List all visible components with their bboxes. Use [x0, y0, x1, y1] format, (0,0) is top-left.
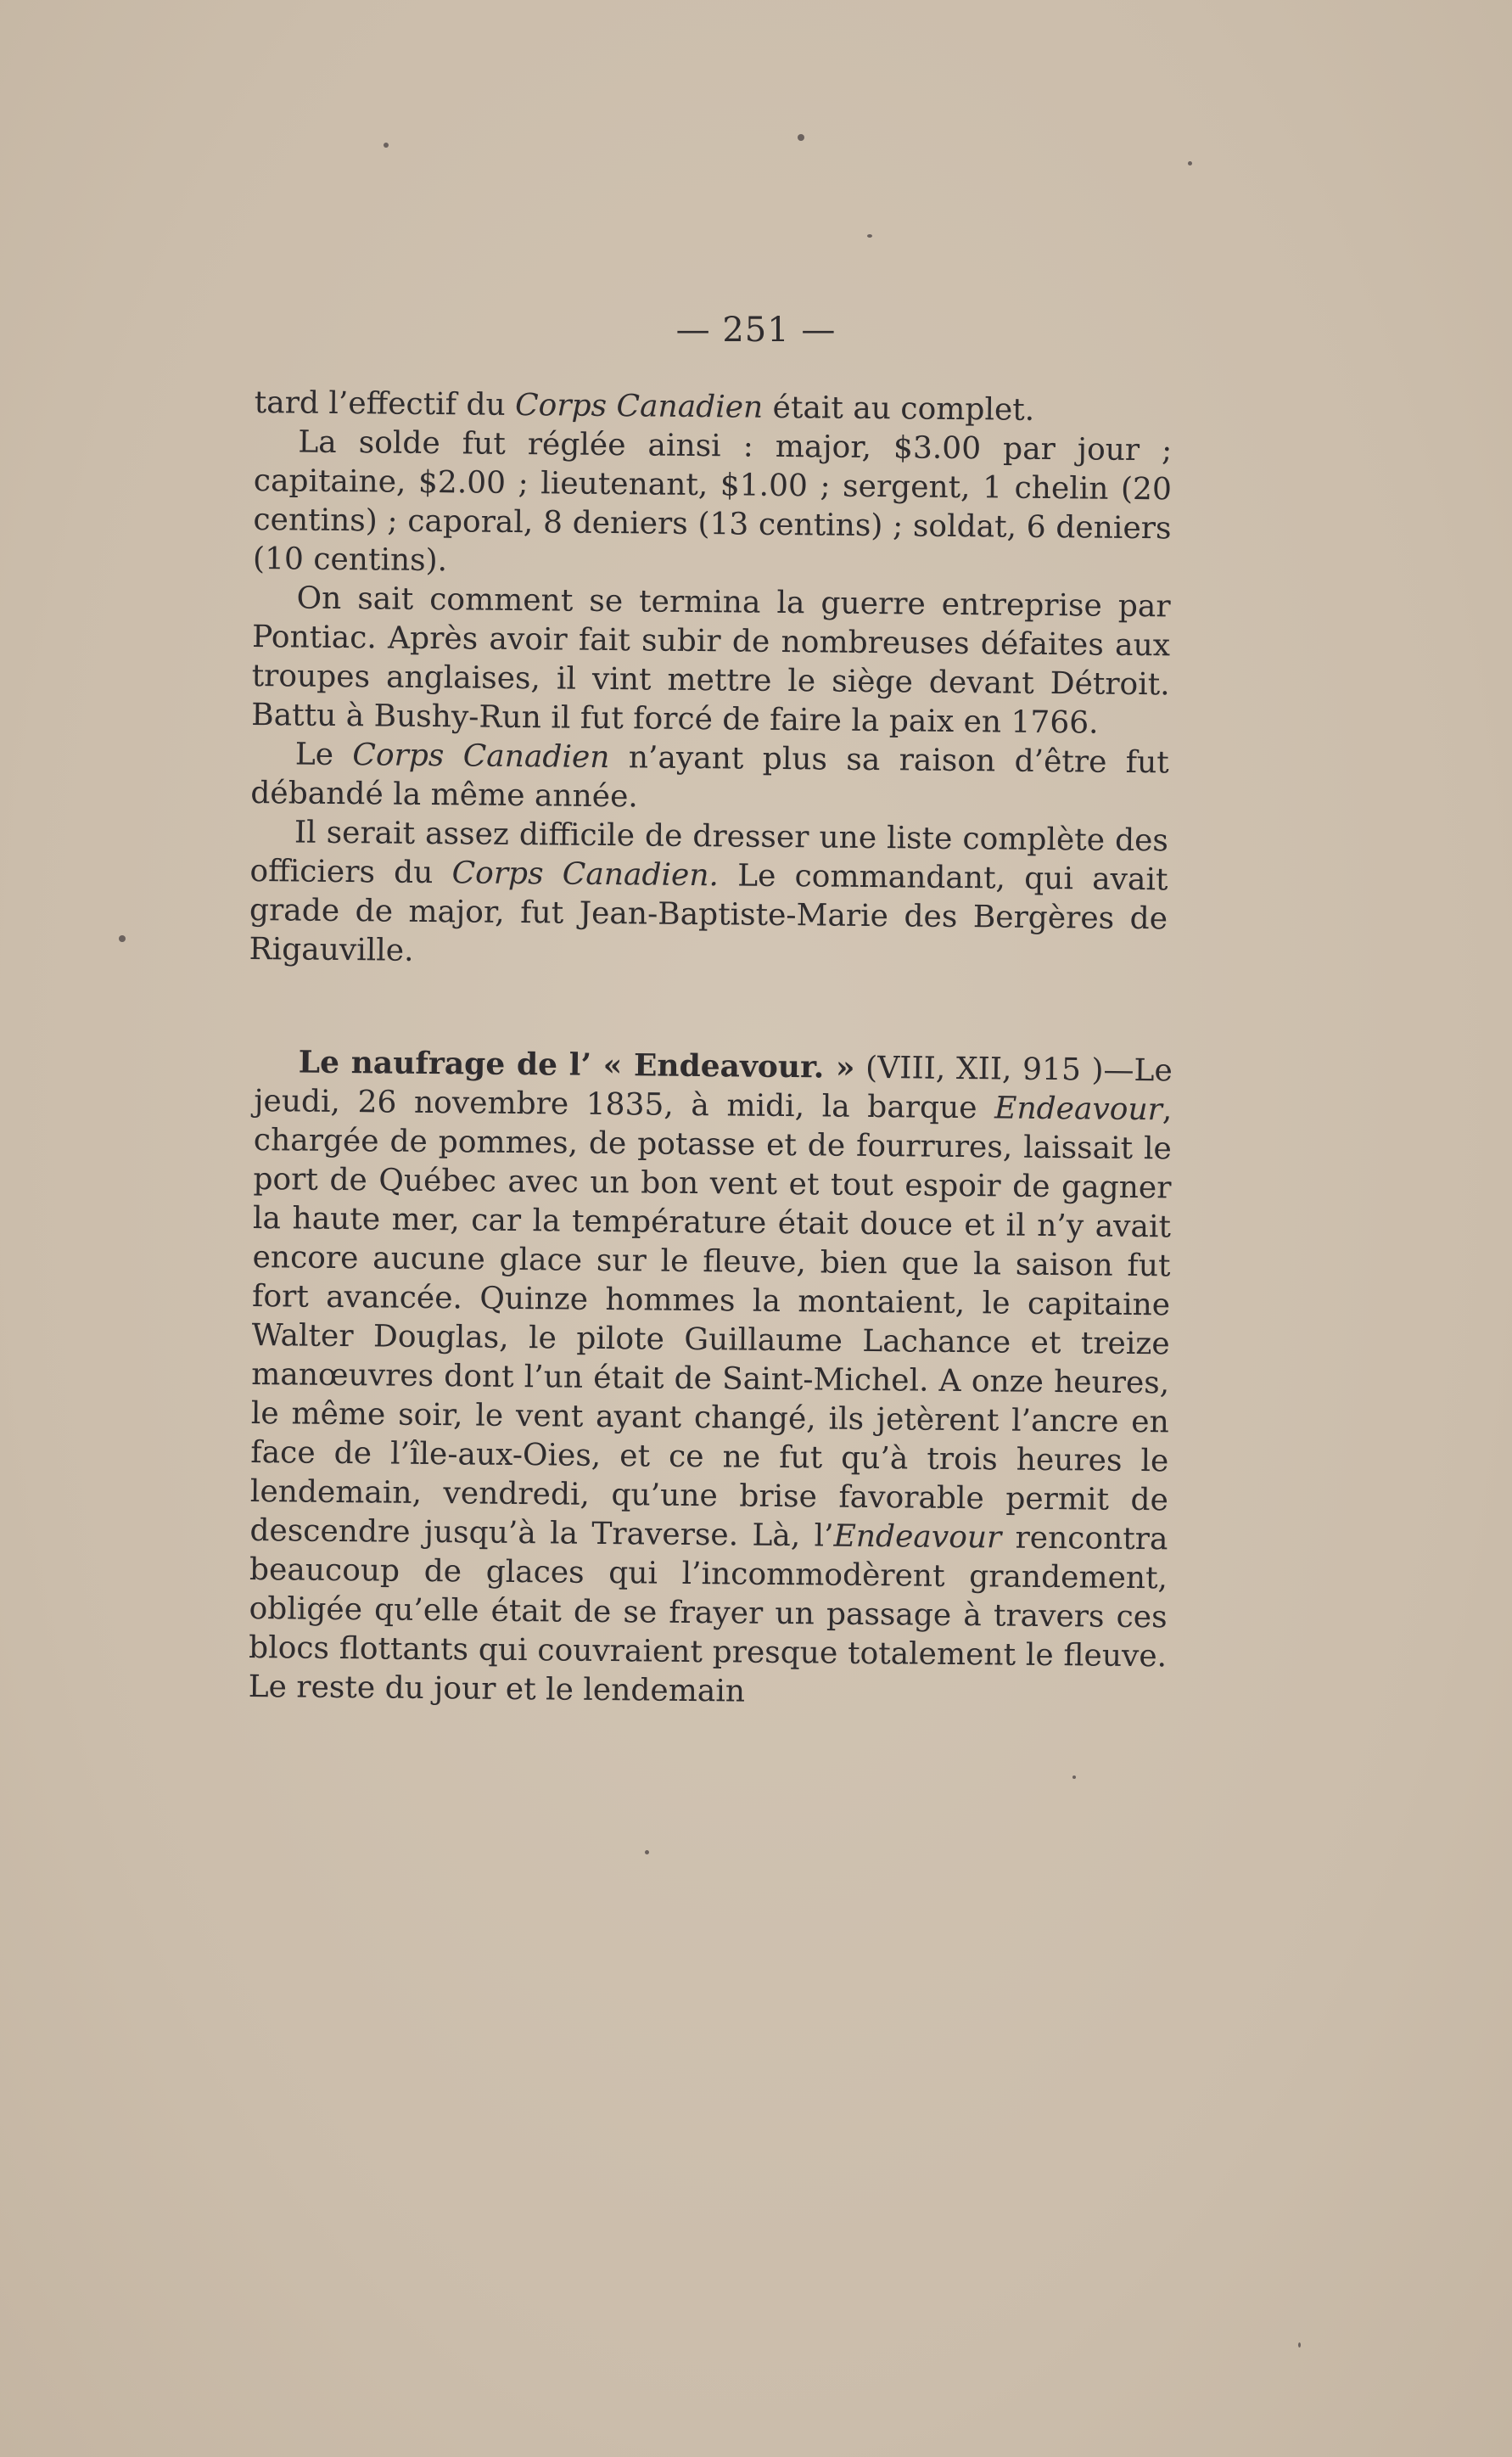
paragraph-1-text: tard l’effectif du — [254, 384, 516, 423]
paper-speck — [384, 143, 389, 148]
corps-canadien-italic: Corps Canadien. — [451, 855, 720, 894]
paper-speck — [645, 1850, 649, 1854]
paragraph-1-text-end: était au complet. — [763, 390, 1035, 428]
paper-speck — [1188, 161, 1192, 165]
paragraph-5-text: Il serait assez difficile de dresser une liste complète des officiers du — [249, 815, 1169, 891]
paragraph-4-text-end: n’ayant plus sa raison d’être fut débandé la même année. — [250, 740, 1169, 815]
section-body-2: rencontra beaucoup de glaces qui l’incommodèrent grandement, obligée qu’elle était de se frayer un passage à travers ces blocs flottants qui couvraient presque totalement le fleuve. Le reste du jour et le lendemain — [248, 1520, 1168, 1709]
corps-canadien-italic: Corps Canadien — [352, 738, 610, 776]
section-paragraph — [248, 1042, 1172, 1715]
paper-speck — [1072, 1775, 1076, 1779]
corps-canadien-italic: Corps Canadien — [514, 387, 764, 425]
paragraph-2: La solde fut réglée ainsi : major, $3.00 par jour ; capitaine, $2.00 ; lieutenant, $1.00 ; sergent, 1 chelin (20 centins) ; caporal, 8 deniers (13 centins) ; soldat, 6 deniers (10 centins). — [252, 424, 1173, 579]
paragraph-5 — [249, 813, 1168, 978]
page-number: — 251 — — [675, 311, 837, 350]
paper-speck — [867, 234, 872, 238]
paper-speck — [1298, 2342, 1301, 2348]
upper-text-block — [249, 384, 1173, 978]
section-title: Le naufrage de l’ « Endeavour. » — [298, 1044, 855, 1085]
section-reference: (VIII, XII, 915 )—Le jeudi, 26 novembre 1835, à midi, la barque — [254, 1050, 1173, 1126]
paragraph-3: On sait comment se termina la guerre entreprise par Pontiac. Après avoir fait subir de nombreuses défaites aux troupes anglaises, il vint mettre le siège devant Détroit. Battu à Bushy-Run il fut forcé de faire la paix en 1766. — [251, 581, 1171, 741]
paragraph-4 — [250, 735, 1169, 822]
lower-text-block — [248, 1042, 1172, 1715]
ship-name-italic: Endeavour — [833, 1518, 1002, 1556]
paper-speck — [119, 935, 126, 942]
section-body-1: , chargée de pommes, de potasse et de fourrures, laissait le port de Québec avec un bon vent et tout espoir de gagner la haute mer, car la température était douce et il n’y avait encore aucune glace sur le fleuve, bien que la saison fut fort avancée. Quinze hommes la montaient, le capitaine Walter Douglas, le pilote Guillaume Lachance et treize manœuvres dont l’un était de Saint-Michel. A onze heures, le même soir, le vent ayant changé, ils jetèrent l’ancre en face de l’île-aux-Oies, et ce ne fut qu’à trois heures le lendemain, vendredi, qu’une brise favorable permit de descendre jusqu’à la Traverse. Là, l’ — [249, 1092, 1173, 1554]
ship-name-italic: Endeavour — [994, 1091, 1163, 1128]
paragraph-5-text-end: Le commandant, qui avait grade de major, fut Jean-Baptiste-Marie des Bergères de Rigauville. — [249, 858, 1168, 968]
paper-speck — [798, 134, 804, 141]
paragraph-4-text: Le — [294, 737, 353, 773]
